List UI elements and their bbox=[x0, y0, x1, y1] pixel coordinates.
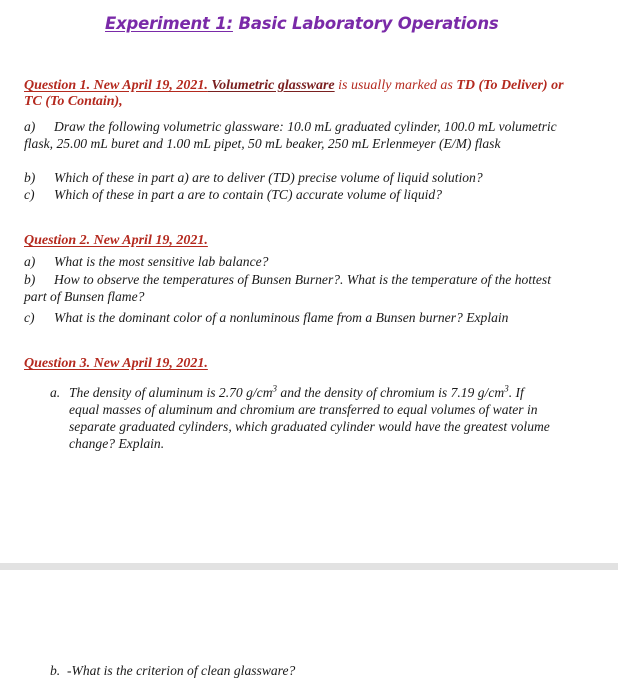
question-1-topic: Volumetric glassware bbox=[207, 78, 335, 93]
question-2-part-b bbox=[24, 272, 564, 305]
superscript: 3 bbox=[504, 383, 509, 394]
title-prefix: Experiment 1: bbox=[105, 14, 233, 33]
part-label: c) bbox=[24, 310, 35, 325]
page-title bbox=[105, 14, 498, 33]
part-text: How to observe the temperatures of Bunsen Burner?. What is the temperature of the hottest part of Bunsen flame? bbox=[24, 272, 551, 304]
part-label: a. bbox=[50, 385, 61, 400]
density-chromium-text: and the density of chromium is 7.19 g/cm bbox=[277, 385, 505, 400]
part-text: What is the most sensitive lab balance? bbox=[54, 254, 269, 269]
question-1-part-b bbox=[24, 170, 564, 187]
question-1-heading bbox=[24, 78, 584, 110]
question-3-part-b bbox=[50, 663, 295, 679]
title-main: Basic Laboratory Operations bbox=[232, 14, 499, 33]
part-text: What is the dominant color of a nonluminous flame from a Bunsen burner? Explain bbox=[54, 310, 509, 325]
part-label: a) bbox=[24, 254, 36, 269]
question-1-part-c bbox=[24, 187, 564, 204]
part-text: -What is the criterion of clean glassware? bbox=[67, 663, 296, 678]
part-text: Draw the following volumetric glassware: 10.0 mL graduated cylinder, 100.0 mL volumetric flask, 25.00 mL buret and 1.00 mL pipet, 50 mL beaker, 250 mL Erlenmeyer (E/M) flask bbox=[24, 119, 557, 151]
question-3-part-a bbox=[50, 384, 550, 452]
question-text: . If equal masses of aluminum and chromium are transferred to equal volumes of water in separate graduated cylinders, which graduated cylinder would have the greatest volume change? Explain. bbox=[69, 385, 550, 451]
question-1-part-a bbox=[24, 119, 564, 152]
part-text bbox=[50, 384, 550, 452]
density-aluminum-text: The density of aluminum is 2.70 g/cm bbox=[69, 385, 273, 400]
page-divider bbox=[0, 563, 618, 570]
superscript: 3 bbox=[272, 383, 278, 394]
part-label: b) bbox=[24, 170, 36, 185]
part-label: b) bbox=[24, 272, 36, 287]
part-text: Which of these in part a) are to deliver (TD) precise volume of liquid solution? bbox=[54, 170, 483, 185]
question-2-part-c bbox=[24, 310, 564, 327]
part-label: a) bbox=[24, 119, 36, 134]
question-2-heading: Question 2. New April 19, 2021. bbox=[24, 233, 208, 248]
part-label: c) bbox=[24, 187, 35, 202]
question-3-heading: Question 3. New April 19, 2021. bbox=[24, 356, 208, 371]
question-2-part-a bbox=[24, 254, 564, 271]
question-1-label: Question 1. New April 19, 2021. bbox=[24, 78, 208, 93]
part-text: Which of these in part a are to contain (TC) accurate volume of liquid? bbox=[54, 187, 442, 202]
question-1-intro: is usually marked as bbox=[334, 78, 457, 93]
question-1-td-tc: TD (To Deliver) or TC (To Contain), bbox=[24, 78, 564, 109]
part-label: b. bbox=[50, 663, 61, 678]
